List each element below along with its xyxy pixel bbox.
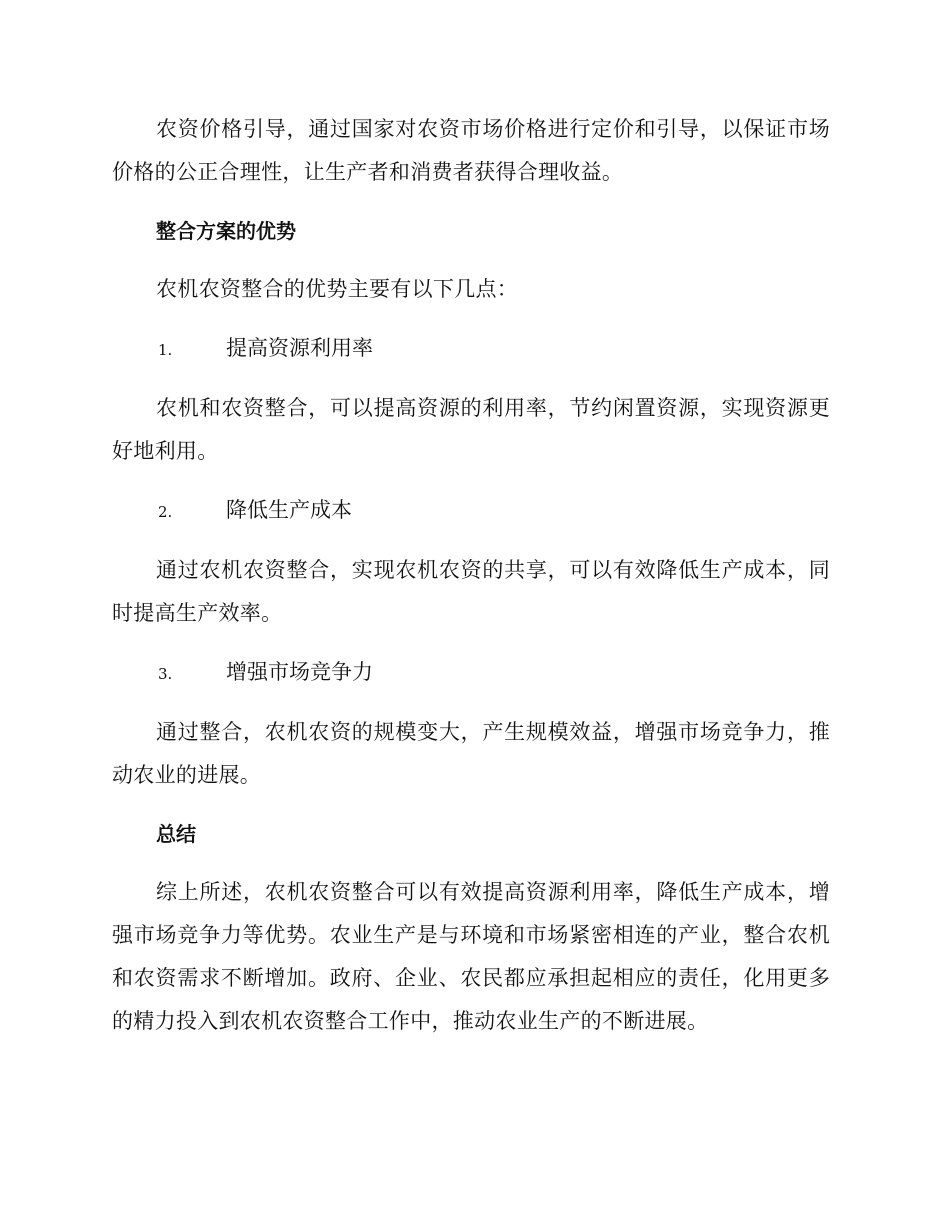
list-item-1 — [112, 331, 830, 367]
list-number: 3. — [158, 665, 173, 683]
paragraph-advantages-intro: 农机农资整合的优势主要有以下几点： — [156, 277, 519, 301]
list-item-text: 提高资源利用率 — [226, 336, 373, 360]
list-item-3 — [112, 655, 830, 691]
list-number: 1. — [158, 341, 173, 359]
paragraph-competitiveness: 通过整合，农机农资的规模变大，产生规模效益，增强市场竞争力，推动农业的进展。 — [112, 720, 830, 787]
section-heading-advantages: 整合方案的优势 — [156, 219, 296, 243]
paragraph-resource-utilization: 农机和农资整合，可以提高资源的利用率，节约闲置资源，实现资源更好地利用。 — [112, 396, 830, 463]
paragraph-summary: 综上所述，农机农资整合可以有效提高资源利用率，降低生产成本，增强市场竞争力等优势。农业生产是与环境和市场紧密相连的产业，整合农机和农资需求不断增加。政府、企业、农民都应承担起相应的责任，化用更多的精力投入到农机农资整合工作中，推动农业生产的不断进展。 — [112, 880, 830, 1033]
paragraph-cost-reduction: 通过农机农资整合，实现农机农资的共享，可以有效降低生产成本，同时提高生产效率。 — [112, 558, 830, 625]
list-item-2 — [112, 493, 830, 529]
list-item-text: 降低生产成本 — [226, 498, 352, 522]
section-heading-summary: 总结 — [156, 822, 196, 846]
list-item-text: 增强市场竞争力 — [226, 660, 373, 684]
paragraph-price-guidance: 农资价格引导，通过国家对农资市场价格进行定价和引导，以保证市场价格的公正合理性，让生产者和消费者获得合理收益。 — [112, 117, 830, 184]
list-number: 2. — [158, 503, 173, 521]
